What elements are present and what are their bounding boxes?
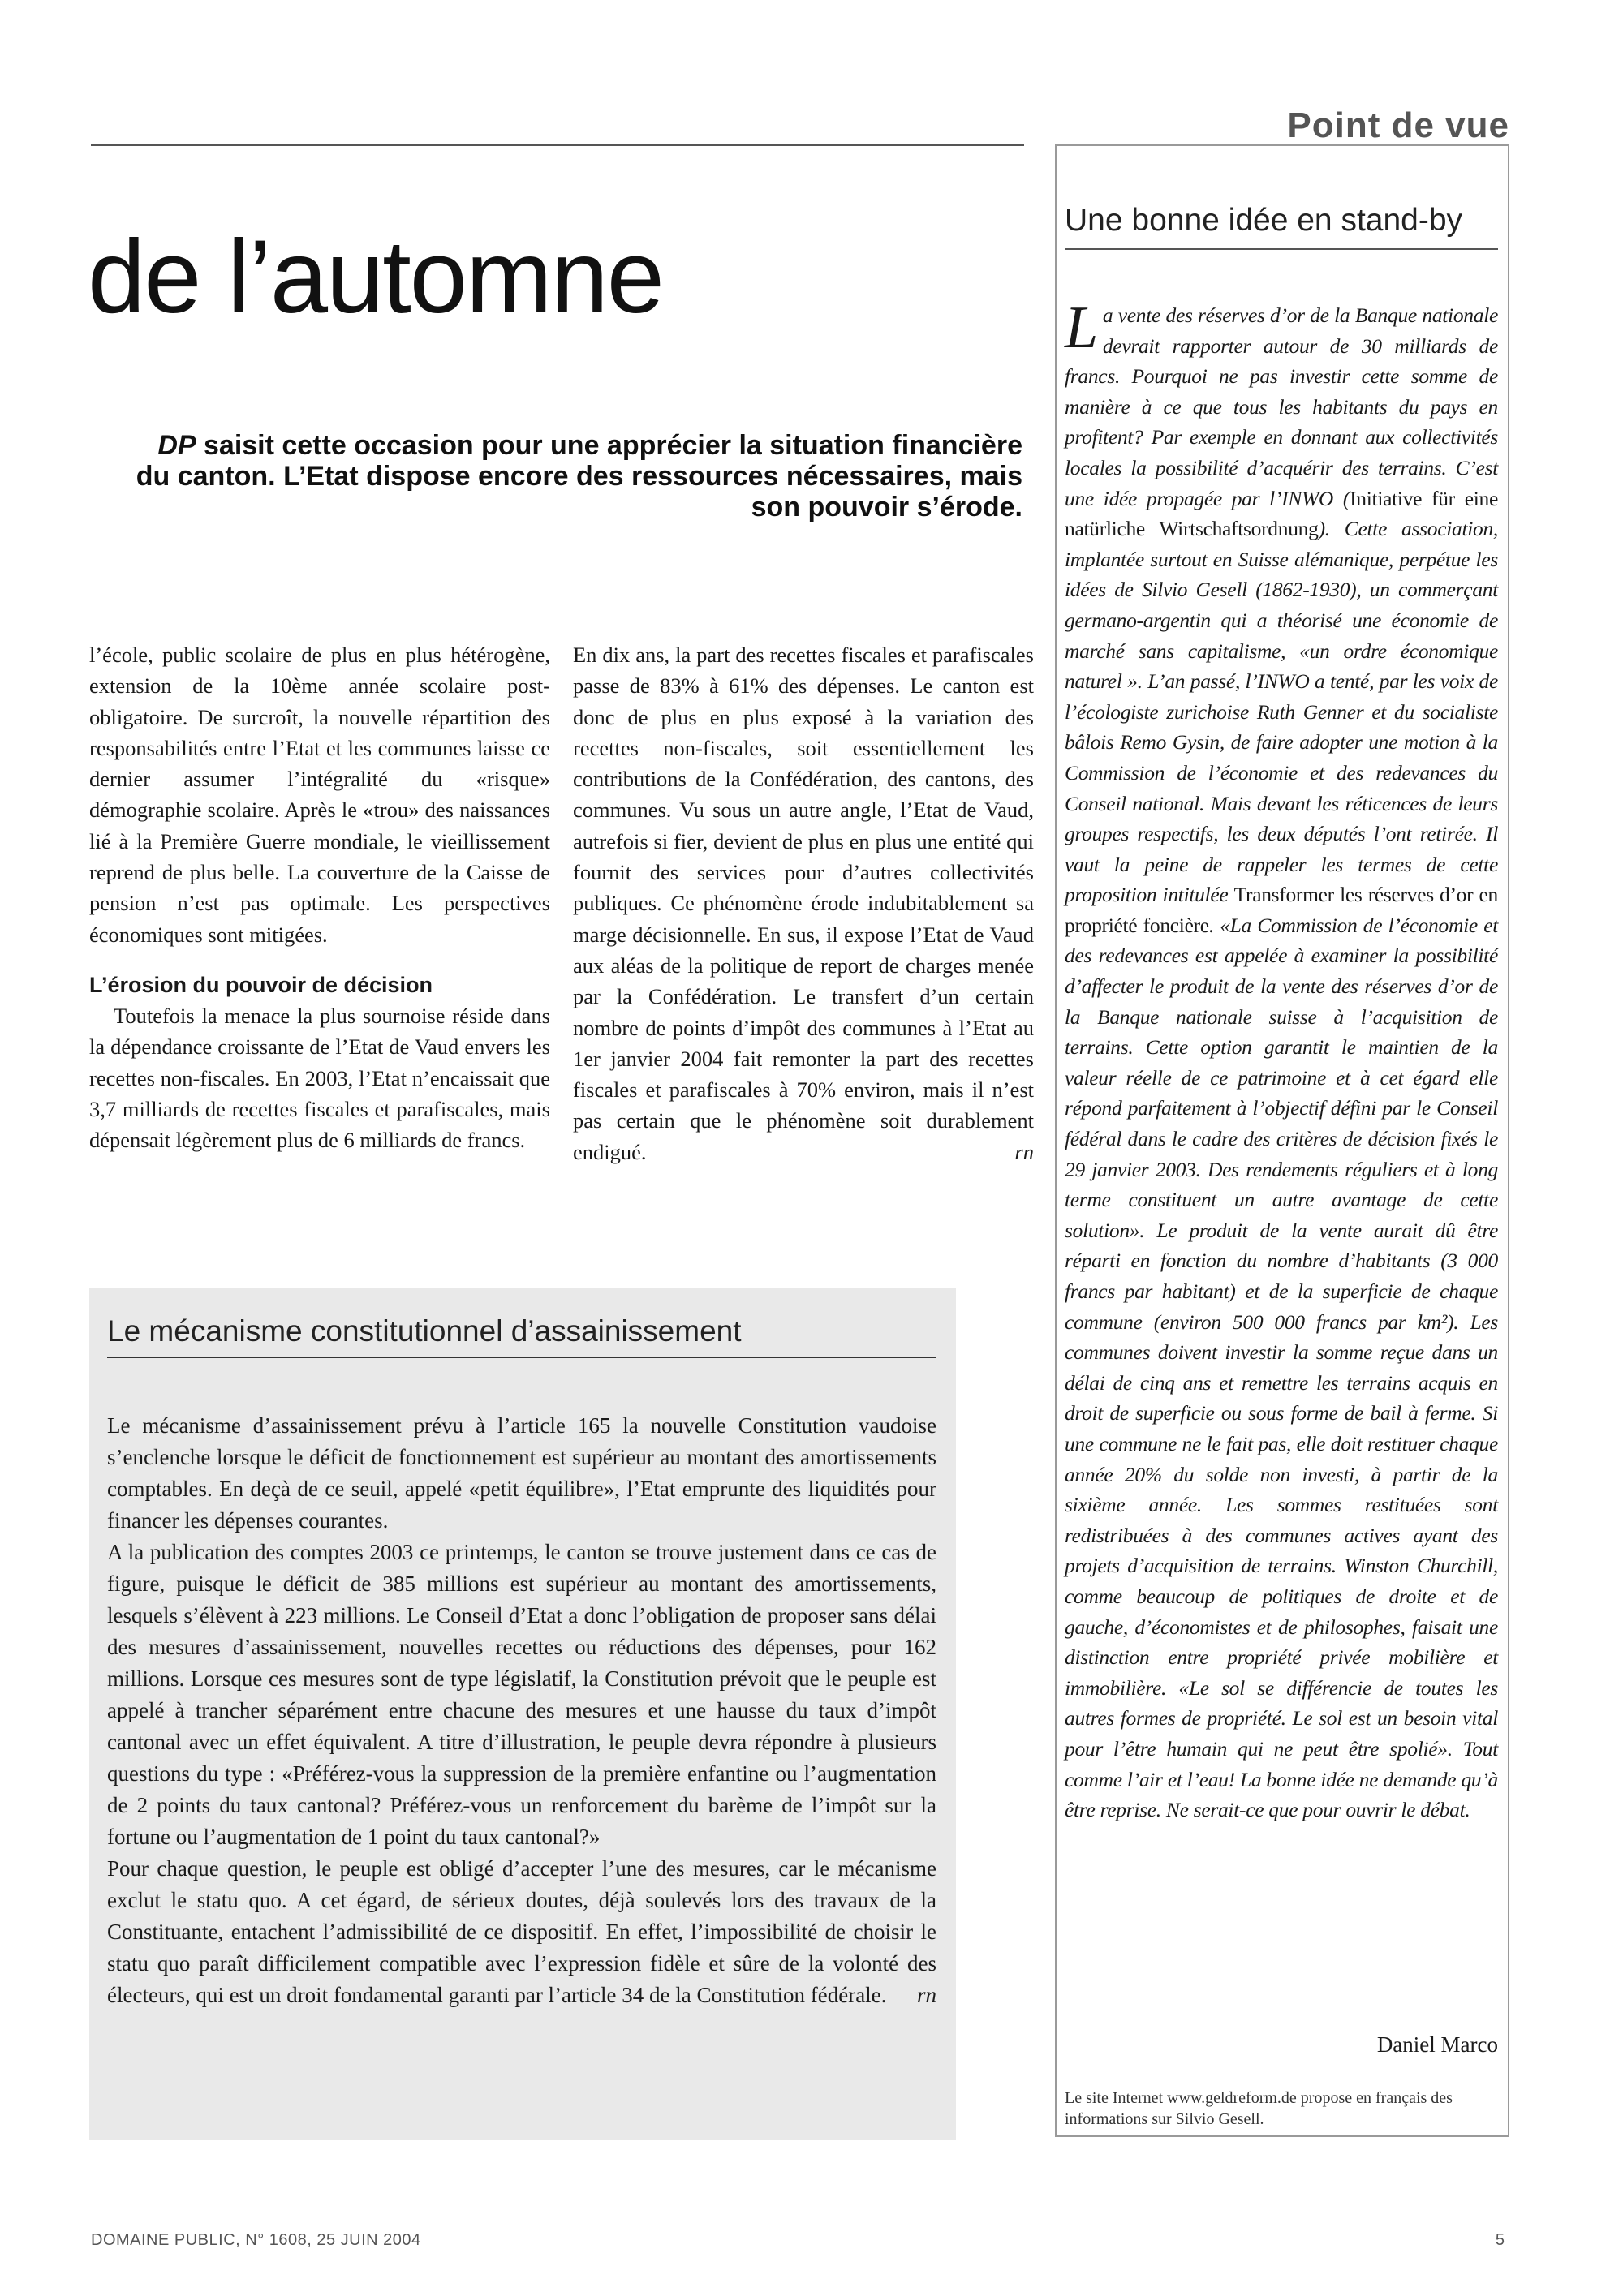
box-signature: rn (916, 1983, 936, 2007)
article-title: de l’automne (88, 219, 663, 335)
body-column-left (89, 639, 550, 1155)
sidebar-title: Une bonne idée en stand-by (1065, 203, 1498, 250)
body-paragraph: Toutefois la menace la plus sournoise réside dans la dépendance croissante de l’Etat de Vaud envers les recettes non-fiscales. En 2003, l’Etat n’encaissait que 3,7 milliards de recettes fiscales et parafiscales, mais dépensait légèrement plus de 6 milliards de francs. (89, 1003, 550, 1153)
sidebar-note: Le site Internet www.geldreform.de propose en français des informations sur Silvio Gesell. (1065, 2089, 1453, 2128)
article-signature: rn (1014, 1139, 1034, 1164)
sidebar-upright-a: Initiative für eine natürliche Wirtschaftsordnung (1065, 486, 1498, 541)
subheading: L’érosion du pouvoir de décision (89, 972, 433, 997)
box-title: Le mécanisme constitutionnel d’assainissement (107, 1314, 936, 1358)
sidebar-text (1065, 295, 1499, 1825)
sidebar-text-a: a vente des réserves d’or de la Banque nationale devrait rapporter autour de 30 milliards de francs. Pourquoi ne pas investir cette somme de manière à ce que tous les habitants du pays en profitent? Par exemple en donnant aux collectivités locales la possibilité d’acquérir des terrains. C’est une idée propagée par l’INWO ( (1065, 303, 1498, 510)
body-paragraph: l’école, public scolaire de plus en plus hétérogène, extension de la 10ème année scolaire post-obligatoire. De surcroît, la nouvelle répartition des responsabilités entre l’Etat et les communes laisse ce dernier assumer l’intégralité du «risque» démographie scolaire. Après le «trou» des naissances lié à la Première Guerre mondiale, le vieillissement reprend de plus belle. La couverture de la Caisse de pension n’est pas optimale. Les perspectives économiques sont mitigées. (89, 643, 550, 947)
sidebar-point-de-vue (1055, 144, 1509, 2137)
sidebar-text-c: . «La Commission de l’économie et des redevances est appelée à examiner la possibilité d’affecter le produit de la vente des réserves d’or de la Banque nationale suisse à l’acquisition de terrains. Cette option garantit le maintien de la valeur réelle de ce patrimoine et à cet égard elle répond parfaitement à l’objectif défini par le Conseil fédéral dans le cadre des critères de décision fixés le 29 janvier 2003. Des rendements réguliers et à long terme constituent un autre avantage de cette solution». Le produit de la vente aurait dû être réparti en fonction du nombre d’habitants (3 000 francs par habitant) et de la superficie de chaque commune (environ 500 000 francs par km²). Les communes doivent investir la somme reçue dans un délai de cinq ans et remettre les terrains acquis en droit de superficie ou sous forme de bail à ferme. Si une commune ne le fait pas, elle doit restituer chaque année 20% du solde non investi, à partir de la sixième année. Les sommes restituées sont redistribuées à des communes actives ayant des projets d’acquisition de terrains. Winston Churchill, comme beaucoup de politiques de droite et de gauche, d’économistes et de philosophes, faisait une distinction entre propriété privée mobilière et immobilière. «Le sol se différencie de toutes les autres formes de propriété. Le sol est un besoin vital pour l’être humain qui ne peut être spolié». Tout comme l’air et l’eau! La bonne idée ne demande qu’à être reprise. Ne serait-ce que pour ouvrir le débat. (1065, 913, 1499, 1822)
lead-text: saisit cette occasion pour une apprécier la situation financière du canton. L’Etat dispose encore des ressources nécessaires, mais son pouvoir s’érode. (136, 430, 1022, 523)
body-column-right (573, 639, 1034, 1167)
page-number: 5 (1495, 2231, 1505, 2249)
footer-publication: DOMAINE PUBLIC, N° 1608, 25 JUIN 2004 (91, 2231, 421, 2249)
box-paragraph: Le mécanisme d’assainissement prévu à l’article 165 la nouvelle Constitution vaudoise s’enclenche lorsque le déficit de fonctionnement est supérieur au montant des amortissements comptables. En deçà de ce seuil, appelé «petit équilibre», l’Etat emprunte des liquidités pour financer les dépenses courantes. (107, 1413, 936, 1533)
body-paragraph (573, 639, 1034, 1167)
box-paragraph: A la publication des comptes 2003 ce printemps, le canton se trouve justement dans ce cas de figure, puisque le déficit de 385 millions est supérieur au montant des amortissements, lesquels s’élèvent à 223 millions. Le Conseil d’Etat a donc l’obligation de proposer sans délai des mesures d’assainissement, nouvelles recettes ou réductions des dépenses, pour 162 millions. Lorsque ces mesures sont de type législatif, la Constitution prévoit que le peuple est appelé à trancher séparément entre chacune des mesures et une hausse du taux d’impôt cantonal avec un effet équivalent. A titre d’illustration, le peuple devra répondre à plusieurs questions du type : «Préférez-vous la suppression de la première enfantine ou l’augmentation de 2 points du taux cantonal? Préférez-vous un renforcement du barème de l’impôt sur la fortune ou l’augmentation de 1 point du taux cantonal?» (107, 1540, 936, 1849)
info-box (89, 1288, 956, 2140)
body-text: En dix ans, la part des recettes fiscales et parafiscales passe de 83% à 61% des dépenses. Le canton est donc de plus en plus exposé à la variation des recettes non-fiscales, soit essentiellement les contributions de la Confédération, des cantons, des communes. Vu sous un autre angle, l’Etat de Vaud, autrefois si fier, devient de plus en plus une entité qui fournit des services pour d’autres collectivités publiques. Ce phénomène érode indubitablement sa marge décisionnelle. En sus, il expose l’Etat de Vaud aux aléas de la politique de report de charges menée par la Confédération. Le transfert d’un certain nombre de points d’impôt des communes à l’Etat au 1er janvier 2004 fait remonter la part des recettes fiscales et parafiscales à 70% environ, mais il n’est pas certain que le phénomène soit durablement endigué. (573, 643, 1034, 1164)
article-lead (130, 430, 1022, 522)
lead-italic: DP (157, 430, 196, 461)
drop-cap: L (1065, 295, 1098, 361)
header-rule (91, 144, 1024, 146)
box-text-span: Pour chaque question, le peuple est obligé d’accepter l’une des mesures, car le mécanisme exclut le statu quo. A cet égard, de sérieux doutes, déjà soulevés lors des travaux de la Constituante, entachent l’admissibilité de ce dispositif. En effet, l’impossibilité de choisir le statu quo paraît difficilement compatible avec l’expression fidèle et sûre de la volonté des électeurs, qui est un droit fondamental garanti par l’article 34 de la Constitution fédérale. (107, 1856, 936, 2007)
sidebar-text-b: ). Cette association, implantée surtout en Suisse alémanique, perpétue les idées de Silvio Gesell (1862-1930), un commerçant germano-argentin qui a théorisé une économie de marché sans capitalisme, «un ordre économique naturel ». L’an passé, l’INWO a tenté, par les voix de l’écologiste zurichoise Ruth Genner et du socialiste bâlois Remo Gysin, de faire adopter une motion à la Commission de l’économie et des redevances du Conseil national. Mais devant les réticences de leurs groupes respectifs, les deux députés l’ont retirée. Il vaut la peine de rappeler les termes de cette proposition intitulée (1065, 517, 1498, 907)
box-text (107, 1410, 936, 2011)
sidebar-upright-b: Transformer les réserves d’or en propriété foncière (1065, 883, 1498, 937)
box-paragraph (107, 1853, 936, 2011)
sidebar-author: Daniel Marco (1376, 2032, 1498, 2057)
section-label: Point de vue (1287, 105, 1509, 145)
